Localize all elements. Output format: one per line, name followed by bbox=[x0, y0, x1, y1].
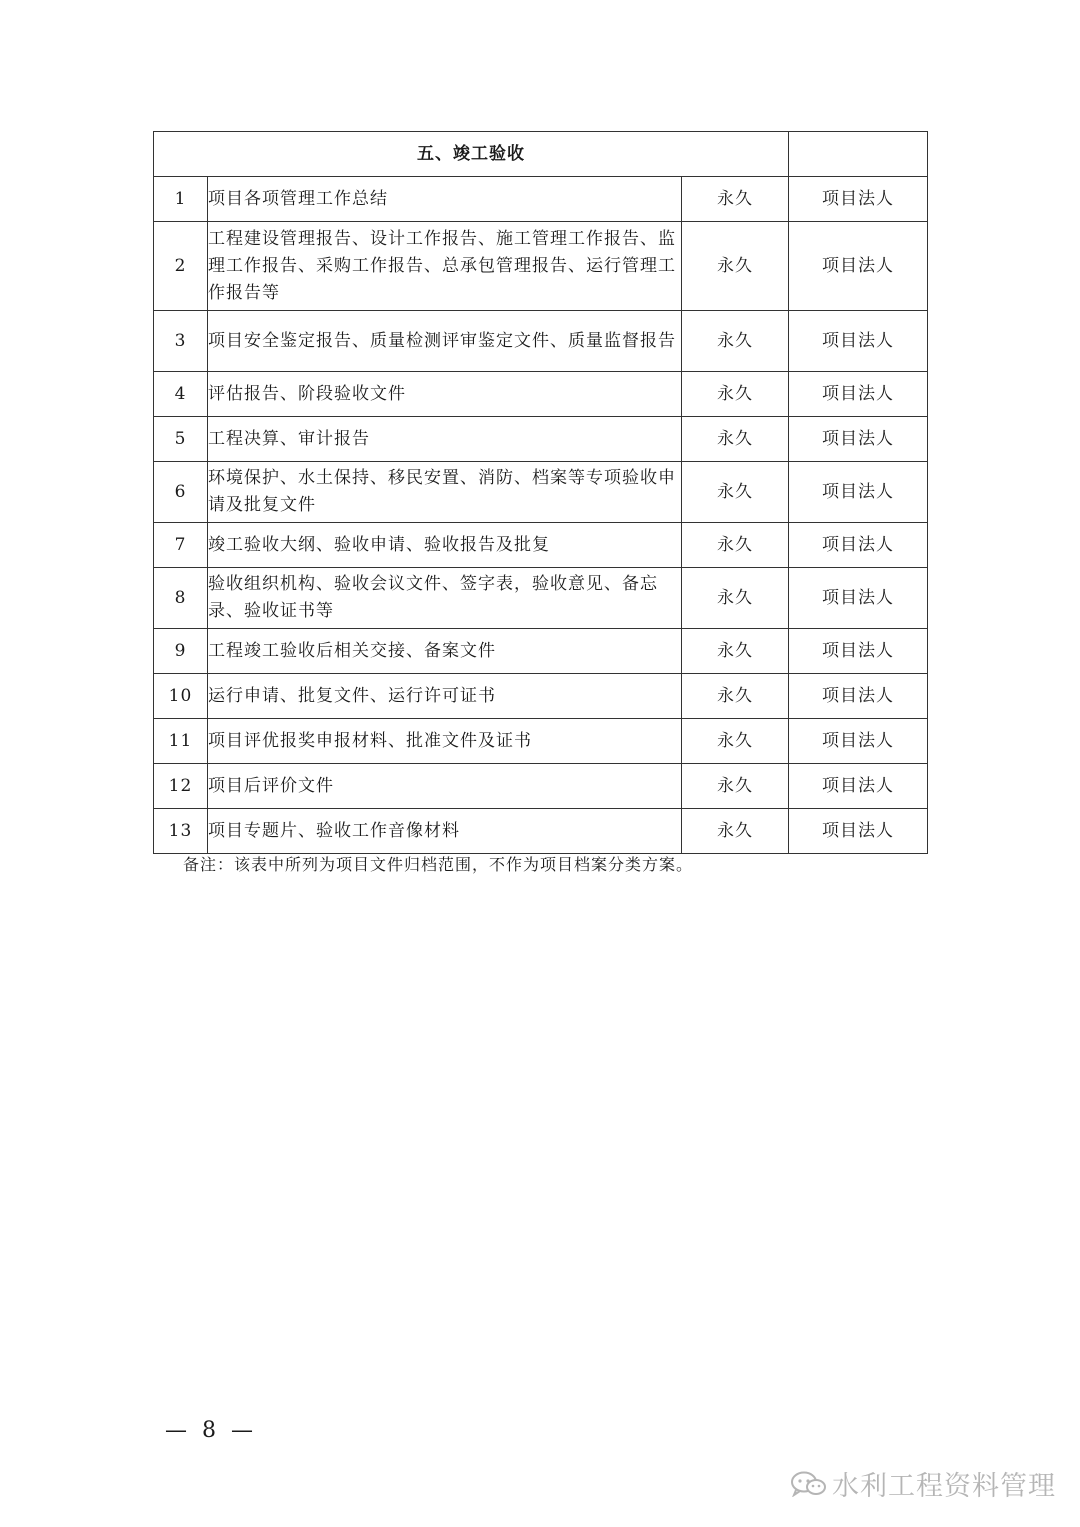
table-footnote: 备注：该表中所列为项目文件归档范围，不作为项目档案分类方案。 bbox=[183, 855, 694, 874]
row-content: 运行申请、批复文件、运行许可证书 bbox=[208, 674, 682, 719]
row-number: 6 bbox=[154, 462, 208, 523]
row-content: 评估报告、阶段验收文件 bbox=[208, 372, 682, 417]
row-content: 工程建设管理报告、设计工作报告、施工管理工作报告、监理工作报告、采购工作报告、总承包管理报告、运行管理工作报告等 bbox=[208, 222, 682, 311]
row-number: 11 bbox=[154, 719, 208, 764]
table-row bbox=[154, 809, 928, 854]
table-row bbox=[154, 222, 928, 311]
row-responsible-party: 项目法人 bbox=[789, 311, 928, 372]
section-title: 五、竣工验收 bbox=[154, 132, 789, 177]
row-number: 13 bbox=[154, 809, 208, 854]
row-content: 项目评优报奖申报材料、批准文件及证书 bbox=[208, 719, 682, 764]
row-responsible-party: 项目法人 bbox=[789, 222, 928, 311]
row-number: 10 bbox=[154, 674, 208, 719]
row-content: 项目各项管理工作总结 bbox=[208, 177, 682, 222]
row-content: 环境保护、水土保持、移民安置、消防、档案等专项验收申请及批复文件 bbox=[208, 462, 682, 523]
row-responsible-party: 项目法人 bbox=[789, 568, 928, 629]
row-number: 1 bbox=[154, 177, 208, 222]
row-content: 项目专题片、验收工作音像材料 bbox=[208, 809, 682, 854]
table-row bbox=[154, 629, 928, 674]
table-row bbox=[154, 177, 928, 222]
table-row bbox=[154, 372, 928, 417]
row-retention-term: 永久 bbox=[682, 417, 789, 462]
row-retention-term: 永久 bbox=[682, 568, 789, 629]
row-responsible-party: 项目法人 bbox=[789, 674, 928, 719]
table-row bbox=[154, 719, 928, 764]
table-row bbox=[154, 568, 928, 629]
table-row bbox=[154, 311, 928, 372]
row-number: 8 bbox=[154, 568, 208, 629]
row-retention-term: 永久 bbox=[682, 629, 789, 674]
section-header-empty-cell bbox=[789, 132, 928, 177]
wechat-icon bbox=[790, 1471, 828, 1497]
row-number: 12 bbox=[154, 764, 208, 809]
table-row bbox=[154, 417, 928, 462]
row-content: 竣工验收大纲、验收申请、验收报告及批复 bbox=[208, 523, 682, 568]
source-watermark bbox=[790, 1464, 1056, 1503]
row-retention-term: 永久 bbox=[682, 809, 789, 854]
table-row bbox=[154, 523, 928, 568]
row-responsible-party: 项目法人 bbox=[789, 417, 928, 462]
row-content: 验收组织机构、验收会议文件、签字表，验收意见、备忘录、验收证书等 bbox=[208, 568, 682, 629]
row-responsible-party: 项目法人 bbox=[789, 764, 928, 809]
row-retention-term: 永久 bbox=[682, 719, 789, 764]
row-responsible-party: 项目法人 bbox=[789, 719, 928, 764]
row-retention-term: 永久 bbox=[682, 523, 789, 568]
row-number: 4 bbox=[154, 372, 208, 417]
row-number: 9 bbox=[154, 629, 208, 674]
row-responsible-party: 项目法人 bbox=[789, 629, 928, 674]
table-row bbox=[154, 764, 928, 809]
row-responsible-party: 项目法人 bbox=[789, 523, 928, 568]
row-number: 7 bbox=[154, 523, 208, 568]
row-responsible-party: 项目法人 bbox=[789, 372, 928, 417]
section-header-row bbox=[154, 132, 928, 177]
row-number: 3 bbox=[154, 311, 208, 372]
row-retention-term: 永久 bbox=[682, 674, 789, 719]
row-retention-term: 永久 bbox=[682, 311, 789, 372]
row-retention-term: 永久 bbox=[682, 222, 789, 311]
row-responsible-party: 项目法人 bbox=[789, 809, 928, 854]
row-retention-term: 永久 bbox=[682, 177, 789, 222]
row-retention-term: 永久 bbox=[682, 764, 789, 809]
row-retention-term: 永久 bbox=[682, 372, 789, 417]
row-responsible-party: 项目法人 bbox=[789, 177, 928, 222]
row-number: 2 bbox=[154, 222, 208, 311]
row-content: 工程决算、审计报告 bbox=[208, 417, 682, 462]
archive-scope-table bbox=[153, 131, 928, 854]
row-number: 5 bbox=[154, 417, 208, 462]
row-content: 工程竣工验收后相关交接、备案文件 bbox=[208, 629, 682, 674]
page-number: — 8 — bbox=[165, 1418, 257, 1443]
table-row bbox=[154, 674, 928, 719]
watermark-text: 水利工程资料管理 bbox=[832, 1471, 1056, 1502]
row-responsible-party: 项目法人 bbox=[789, 462, 928, 523]
row-content: 项目后评价文件 bbox=[208, 764, 682, 809]
table-row bbox=[154, 462, 928, 523]
row-content: 项目安全鉴定报告、质量检测评审鉴定文件、质量监督报告 bbox=[208, 311, 682, 372]
row-retention-term: 永久 bbox=[682, 462, 789, 523]
